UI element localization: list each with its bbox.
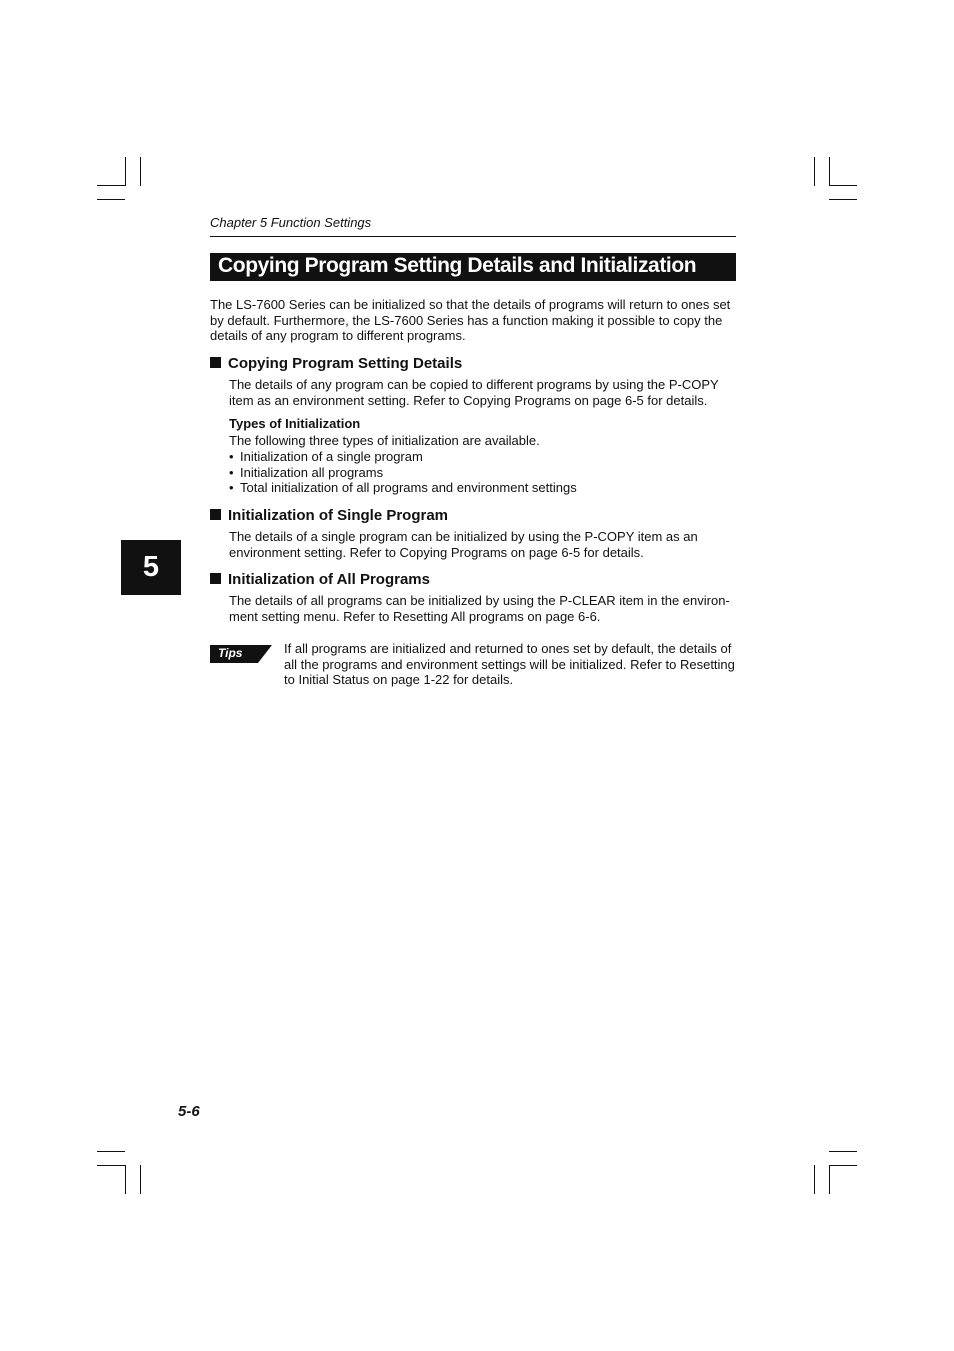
list-item: • Initialization of a single program <box>229 449 577 465</box>
crop-mark <box>140 1165 141 1194</box>
crop-mark <box>97 199 125 200</box>
crop-mark <box>829 1151 857 1152</box>
square-bullet-icon <box>210 357 221 368</box>
page-title-text: Copying Program Setting Details and Initialization <box>218 254 697 277</box>
tips-badge <box>210 645 272 663</box>
subheading-types: Types of Initialization <box>229 416 361 431</box>
intro-paragraph: The LS-7600 Series can be initialized so that the details of programs will return to ones set by default. Furthermore, the LS-7600 Series has a function making it possible to copy the details of any program to different programs. <box>210 297 731 344</box>
initialization-types-list <box>229 449 577 496</box>
crop-mark <box>97 1165 125 1166</box>
subheading-body: The following three types of initialization are available. <box>229 433 540 448</box>
page-number: 5-6 <box>178 1103 200 1120</box>
section-body-all-programs: The details of all programs can be initialized by using the P-CLEAR item in the environ- ment setting menu. Refer to Resetting All programs on page 6-6. <box>229 593 730 624</box>
crop-mark <box>140 157 141 186</box>
page-title <box>210 253 736 281</box>
square-bullet-icon <box>210 509 221 520</box>
list-item: • Initialization all programs <box>229 465 577 481</box>
chapter-header: Chapter 5 Function Settings <box>210 215 372 230</box>
section-heading-copying <box>210 355 462 372</box>
crop-mark <box>97 185 125 186</box>
square-bullet-icon <box>210 573 221 584</box>
section-heading-text: Initialization of Single Program <box>228 507 449 524</box>
crop-mark <box>829 157 830 186</box>
section-heading-all-programs <box>210 571 430 588</box>
list-item: • Total initialization of all programs and environment settings <box>229 480 577 496</box>
crop-mark <box>829 1165 857 1166</box>
crop-mark <box>829 185 857 186</box>
section-body-copying: The details of any program can be copied to different programs by using the P-COPY item as an environment setting. Refer to Copying Programs on page 6-5 for details. <box>229 377 719 408</box>
crop-mark <box>814 1165 815 1194</box>
chapter-tab: 5 <box>121 540 181 595</box>
section-heading-text: Copying Program Setting Details <box>228 355 463 372</box>
section-heading-single-program <box>210 507 448 524</box>
section-heading-text: Initialization of All Programs <box>228 571 430 588</box>
crop-mark <box>125 1165 126 1194</box>
tips-label: Tips <box>218 646 243 660</box>
crop-mark <box>829 1165 830 1194</box>
header-rule <box>210 236 736 237</box>
crop-mark <box>814 157 815 186</box>
crop-mark <box>125 157 126 186</box>
section-body-single-program: The details of a single program can be initialized by using the P-COPY item as an environment setting. Refer to Copying Programs on page 6-5 for details. <box>229 529 698 560</box>
crop-mark <box>829 199 857 200</box>
tips-text: If all programs are initialized and returned to ones set by default, the details of all the programs and environment settings will be initialized. Refer to Resetting to Initial Status on page 1-22 for details. <box>284 641 735 688</box>
crop-mark <box>97 1151 125 1152</box>
